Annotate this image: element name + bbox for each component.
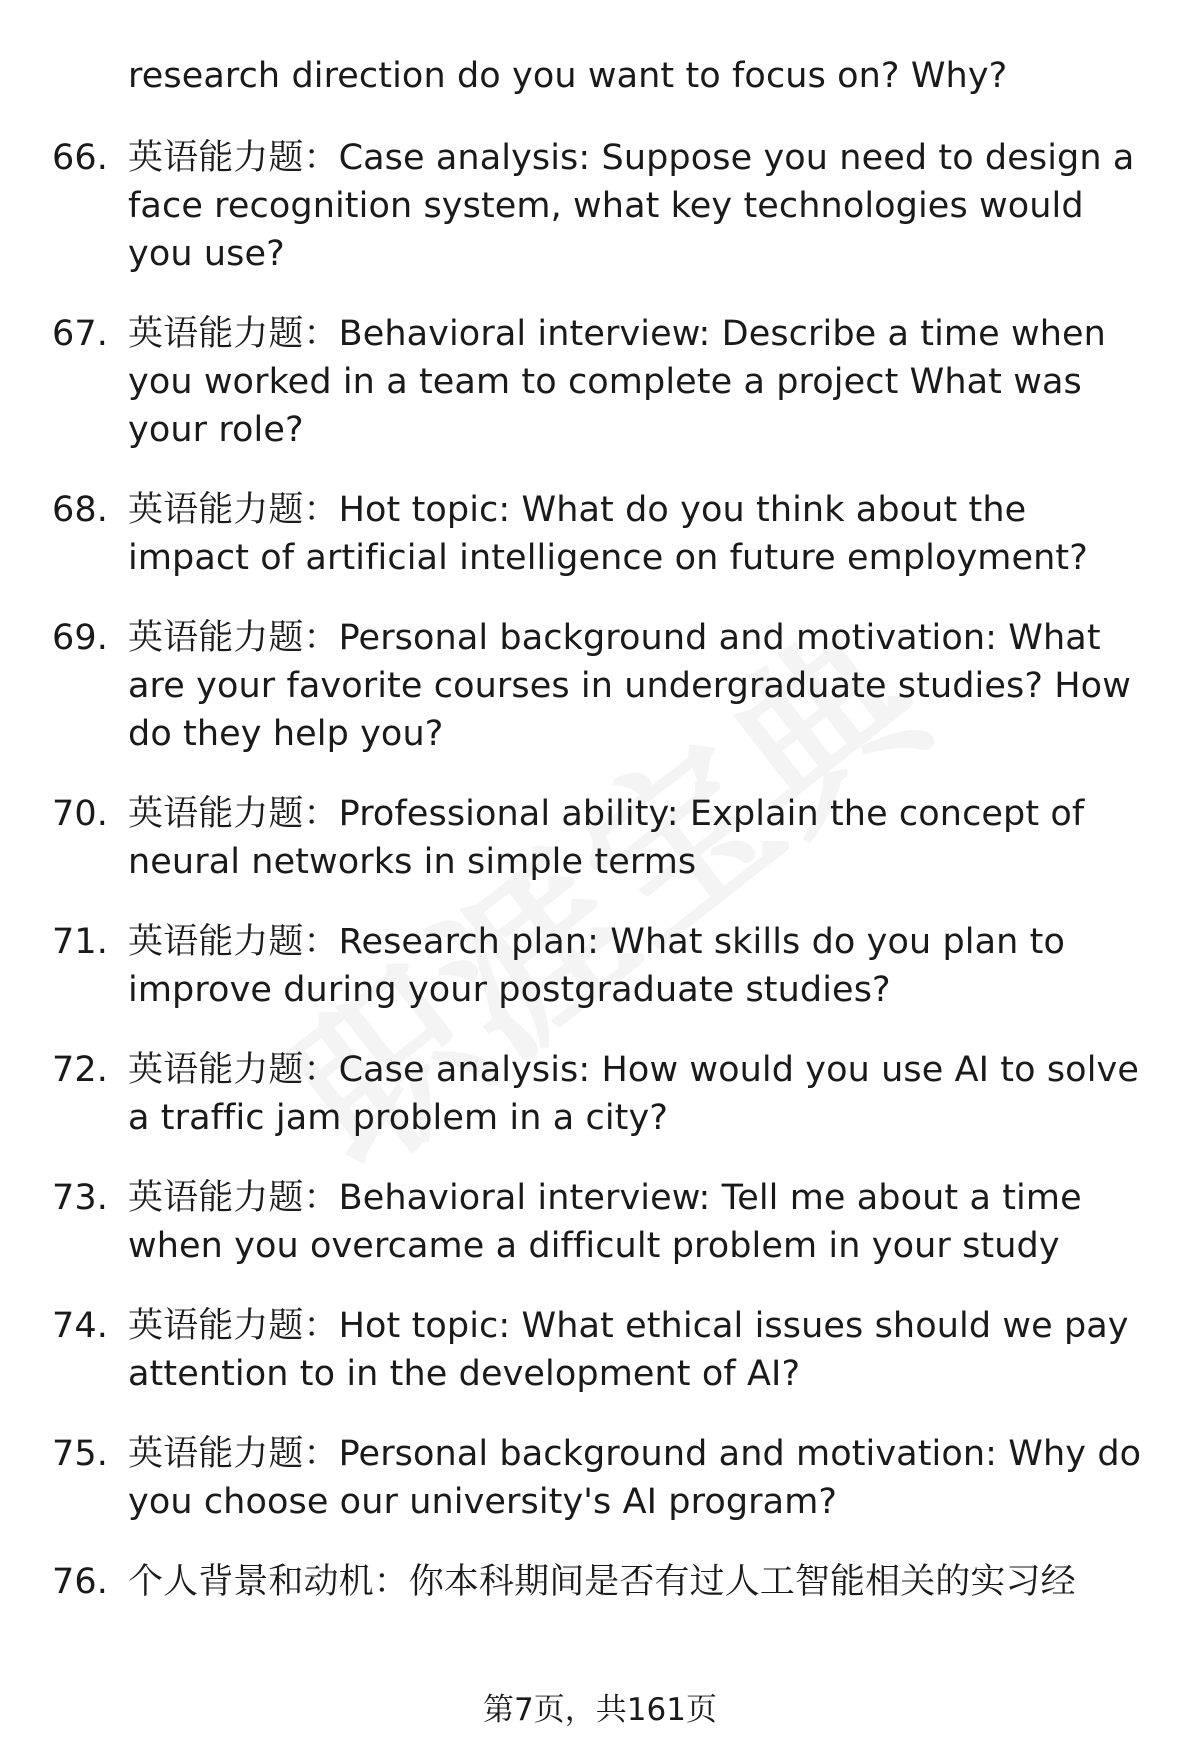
question-text: 英语能力题：Case analysis: How would you use AI to solve a traffic jam problem in a city? [128, 1050, 1139, 1138]
question-number: 72. [52, 1050, 108, 1090]
question-text: 个人背景和动机：你本科期间是否有过人工智能相关的实习经 [128, 1562, 1076, 1602]
question-content [0, 52, 1200, 1638]
question-text: 英语能力题：Hot topic: What do you think about the impact of artificial intelligence on future employment? [128, 490, 1088, 578]
question-number: 70. [52, 794, 108, 834]
question-text: 英语能力题：Hot topic: What ethical issues should we pay attention to in the development of AI? [128, 1306, 1129, 1394]
question-number: 75. [52, 1434, 108, 1474]
question-text: 英语能力题：Case analysis: Suppose you need to design a face recognition system, what key technologies would you use? [128, 138, 1135, 274]
question-item [0, 1302, 1158, 1398]
question-number: 71. [52, 922, 108, 962]
question-item [0, 134, 1158, 278]
question-text: 英语能力题：Behavioral interview: Describe a time when you worked in a team to complete a project What was your role? [128, 314, 1106, 450]
question-item [0, 614, 1158, 758]
page-footer: 第7页，共161页 [483, 1692, 717, 1728]
question-item [0, 1430, 1158, 1526]
continued-question-text: research direction do you want to focus on? Why? [128, 56, 1008, 96]
question-text: 英语能力题：Professional ability: Explain the concept of neural networks in simple terms [128, 794, 1085, 882]
question-text: 英语能力题：Research plan: What skills do you plan to improve during your postgraduate studies? [128, 922, 1066, 1010]
question-text: 英语能力题：Behavioral interview: Tell me about a time when you overcame a difficult problem in your study [128, 1178, 1082, 1266]
question-list [0, 134, 1200, 1606]
question-number: 68. [52, 490, 108, 530]
question-number: 66. [52, 138, 108, 178]
question-item [0, 918, 1158, 1014]
question-item [0, 310, 1158, 454]
question-item [0, 790, 1158, 886]
question-number: 69. [52, 618, 108, 658]
question-item [0, 1046, 1158, 1142]
question-number: 73. [52, 1178, 108, 1218]
question-item [0, 1558, 1158, 1606]
question-number: 74. [52, 1306, 108, 1346]
question-item [0, 1174, 1158, 1270]
question-text: 英语能力题：Personal background and motivation: Why do you choose our university's AI program? [128, 1434, 1142, 1522]
question-text: 英语能力题：Personal background and motivation: What are your favorite courses in undergraduate studies? How do they help you? [128, 618, 1131, 754]
question-item [0, 486, 1158, 582]
question-number: 76. [52, 1562, 108, 1602]
question-number: 67. [52, 314, 108, 354]
